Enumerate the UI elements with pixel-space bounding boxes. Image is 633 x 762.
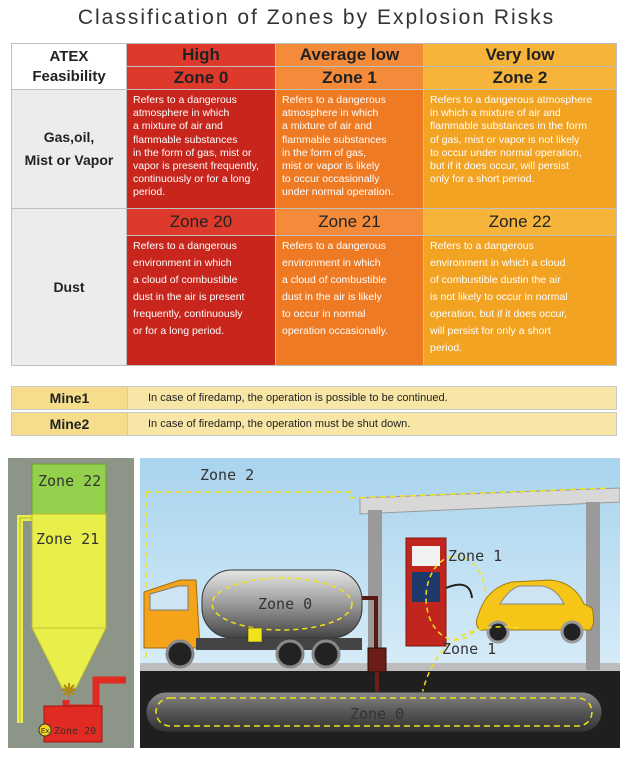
hazard-sign-icon: [248, 628, 262, 642]
desc-line: atmosphere in which: [133, 107, 230, 120]
desc-line: mist or vapor is likely: [282, 160, 380, 173]
desc-line: period.: [133, 186, 166, 199]
desc-line: to occur occasionally: [282, 173, 380, 186]
desc-line: environment in which: [282, 257, 381, 269]
desc-line: continuously or for a long: [133, 173, 251, 186]
zone-22-header: Zone 22: [424, 209, 616, 235]
desc-line: a cloud of combustible: [133, 274, 238, 286]
desc-line: period.: [430, 342, 463, 354]
tank-zone-0-label: Zone 0: [258, 595, 313, 613]
desc-line: dust in the air is present: [133, 291, 245, 303]
pump-zone-1-label: Zone 1: [448, 547, 503, 565]
desc-line: Refers to a dangerous: [133, 94, 237, 106]
mine1-row: [11, 386, 617, 410]
desc-line: flammable substances: [282, 133, 387, 146]
zone-20-header: Zone 20: [127, 209, 275, 235]
silo-zone-21-label: Zone 21: [36, 530, 100, 548]
underground-zone-0-label: Zone 0: [350, 705, 405, 723]
desc-line: only for a short period.: [430, 173, 535, 186]
mine2-label: Mine2: [12, 413, 128, 435]
zone-0-header: Zone 0: [127, 67, 275, 89]
ground-zone-1-label: Zone 1: [442, 640, 497, 658]
row-label-gas: [12, 90, 126, 208]
desc-line: or for a long period.: [133, 325, 225, 337]
desc-line: of combustible dustin the air: [430, 274, 561, 286]
pump-panel: [412, 572, 440, 602]
silo-zone-22-label: Zone 22: [38, 472, 102, 490]
fill-valve: [368, 648, 386, 672]
desc-line: a mixture of air and: [282, 120, 372, 133]
desc-line: environment in which a cloud: [430, 257, 566, 269]
level-high: High: [127, 44, 275, 66]
desc-line: frequently, continuously: [133, 308, 243, 320]
level-average-low: Average low: [276, 44, 423, 66]
atex-feasibility-header: [12, 44, 126, 89]
zone-1-header: Zone 1: [276, 67, 423, 89]
desc-line: under normal operation.: [282, 186, 394, 199]
desc-line: environment in which: [133, 257, 232, 269]
silo-zone-20-label: Zone 20: [54, 726, 97, 737]
zone-21-header: Zone 21: [276, 209, 423, 235]
mine2-text: In case of firedamp, the operation must be shut down.: [148, 418, 411, 430]
fan-icon: [62, 683, 76, 697]
desc-line: flammable substances: [133, 133, 238, 146]
desc-line: vapor is present frequently,: [133, 160, 259, 173]
level-very-low: Very low: [424, 44, 616, 66]
desc-line: in the form of gas,: [282, 146, 367, 159]
zone-0-description: [127, 90, 275, 208]
desc-line: Refers to a dangerous: [282, 94, 386, 106]
zone-2-description: [424, 90, 616, 208]
desc-line: will persist for only a short: [430, 325, 551, 337]
desc-line: Refers to a dangerous: [133, 240, 237, 252]
page-title: Classification of Zones by Explosion Risks: [77, 6, 556, 29]
desc-line: a mixture of air and: [133, 120, 223, 133]
desc-line: atmosphere in which: [282, 107, 379, 120]
ex-mark-text: Ex: [40, 728, 50, 735]
mine2-row: [11, 412, 617, 436]
header-line-2: Feasibility: [32, 67, 106, 85]
desc-line: operation occasionally.: [282, 325, 389, 337]
zone-21-description: [276, 236, 423, 365]
desc-line: to occur in normal: [282, 308, 366, 320]
desc-line: flammable substances in the form: [430, 120, 587, 133]
silo-illustration: [8, 458, 134, 748]
desc-line: in which a mixture of air and: [430, 107, 561, 120]
canopy-pillar-right: [586, 502, 600, 670]
header-line-1: ATEX: [49, 47, 89, 65]
zone-22-description: [424, 236, 616, 365]
row-label-gas-line-1: Gas,oil,: [43, 129, 95, 145]
desc-line: of gas, mist or vapor is not likely: [430, 133, 580, 146]
desc-line: Refers to a dangerous atmosphere: [430, 94, 593, 106]
desc-line: Refers to a dangerous: [282, 240, 386, 252]
desc-line: dust in the air is likely: [282, 291, 382, 303]
zone-2-header: Zone 2: [424, 67, 616, 89]
zone-classification-table: [11, 43, 617, 366]
desc-line: operation, but if it does occur,: [430, 308, 568, 320]
desc-line: Refers to a dangerous: [430, 240, 534, 252]
desc-line: in the form of gas, mist or: [133, 146, 252, 159]
desc-line: but if it does occur, will persist: [430, 160, 569, 173]
mine1-text: In case of firedamp, the operation is possible to be continued.: [148, 392, 448, 404]
mine1-label: Mine1: [12, 387, 128, 409]
desc-line: to occur under normal operation,: [430, 146, 582, 159]
zone-1-description: [276, 90, 423, 208]
pump-display: [412, 546, 440, 566]
desc-line: a cloud of combustible: [282, 274, 387, 286]
row-label-gas-line-2: Mist or Vapor: [24, 152, 114, 168]
gas-station-illustration: [140, 458, 620, 748]
zone-2-label: Zone 2: [200, 466, 255, 484]
zone-20-description: [127, 236, 275, 365]
row-label-dust: Dust: [12, 209, 126, 365]
desc-line: is not likely to occur in normal: [430, 291, 568, 303]
